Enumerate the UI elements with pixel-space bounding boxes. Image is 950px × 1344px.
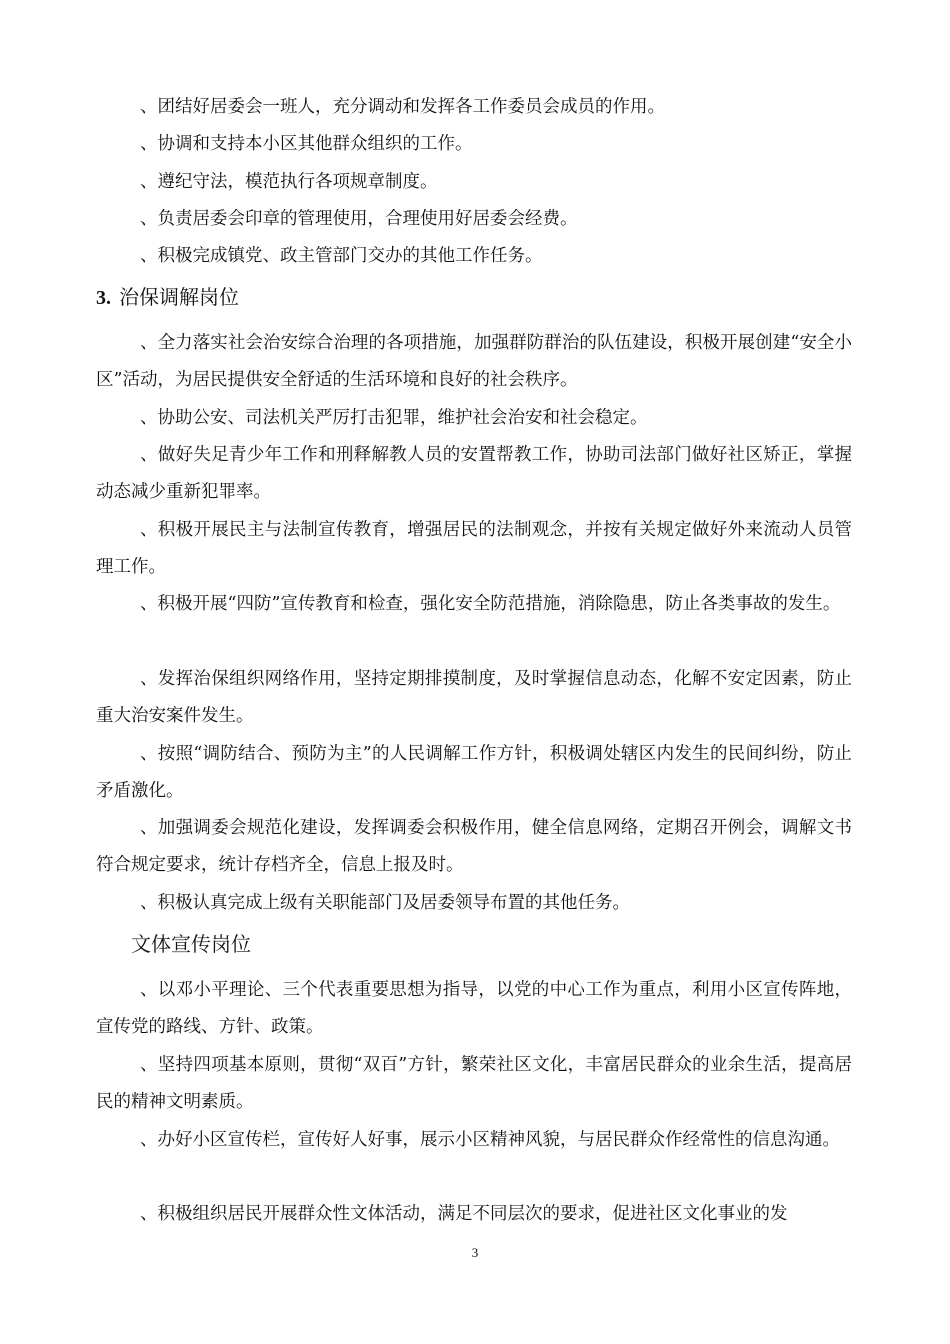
paragraph: 、办好小区宣传栏，宣传好人好事，展示小区精神风貌，与居民群众作经常性的信息沟通。 — [140, 1130, 840, 1150]
paragraph: 、全力落实社会治安综合治理的各项措施，加强群防群治的队伍建设，积极开展创建“安全小区”活动，为居民提供安全舒适的生活环境和良好的社会秩序。 — [96, 333, 852, 390]
paragraph: 、积极认真完成上级有关职能部门及居委领导布置的其他任务。 — [140, 893, 630, 913]
paragraph: 、以邓小平理论、三个代表重要思想为指导，以党的中心工作为重点，利用小区宣传阵地，宣传党的路线、方针、政策。 — [96, 980, 852, 1037]
page-number: 3 — [471, 1245, 479, 1260]
paragraph: 、按照“调防结合、预防为主”的人民调解工作方针，积极调处辖区内发生的民间纠纷，防止矛盾激化。 — [96, 744, 852, 801]
paragraph: 、积极完成镇党、政主管部门交办的其他工作任务。 — [140, 246, 543, 266]
paragraph: 、发挥治保组织网络作用，坚持定期排摸制度，及时掌握信息动态，化解不安定因素，防止重大治安案件发生。 — [96, 669, 852, 726]
paragraph: 、协调和支持本小区其他群众组织的工作。 — [140, 134, 473, 154]
paragraph: 、积极开展“四防”宣传教育和检查，强化安全防范措施，消除隐患，防止各类事故的发生。 — [140, 594, 841, 614]
paragraph: 、遵纪守法，模范执行各项规章制度。 — [140, 172, 438, 192]
paragraph: 、积极组织居民开展群众性文体活动，满足不同层次的要求，促进社区文化事业的发 — [140, 1204, 788, 1224]
section-number: 3. — [96, 287, 111, 309]
section-heading — [131, 929, 251, 959]
paragraph: 、加强调委会规范化建设，发挥调委会积极作用，健全信息网络，定期召开例会，调解文书符合规定要求，统计存档齐全，信息上报及时。 — [96, 818, 852, 875]
paragraph: 、坚持四项基本原则，贯彻“双百”方针，繁荣社区文化，丰富居民群众的业余生活，提高居民的精神文明素质。 — [96, 1055, 852, 1112]
paragraph: 、负责居委会印章的管理使用，合理使用好居委会经费。 — [140, 209, 578, 229]
paragraph: 、做好失足青少年工作和刑释解教人员的安置帮教工作，协助司法部门做好社区矫正，掌握动态减少重新犯罪率。 — [96, 445, 852, 502]
paragraph: 、积极开展民主与法制宣传教育，增强居民的法制观念，并按有关规定做好外来流动人员管理工作。 — [96, 520, 852, 577]
section-title: 治保调解岗位 — [119, 285, 239, 309]
paragraph: 、协助公安、司法机关严厉打击犯罪，维护社会治安和社会稳定。 — [140, 408, 648, 428]
section-title: 文体宣传岗位 — [131, 932, 251, 956]
section-heading — [96, 282, 239, 313]
paragraph: 、团结好居委会一班人，充分调动和发挥各工作委员会成员的作用。 — [140, 97, 665, 117]
